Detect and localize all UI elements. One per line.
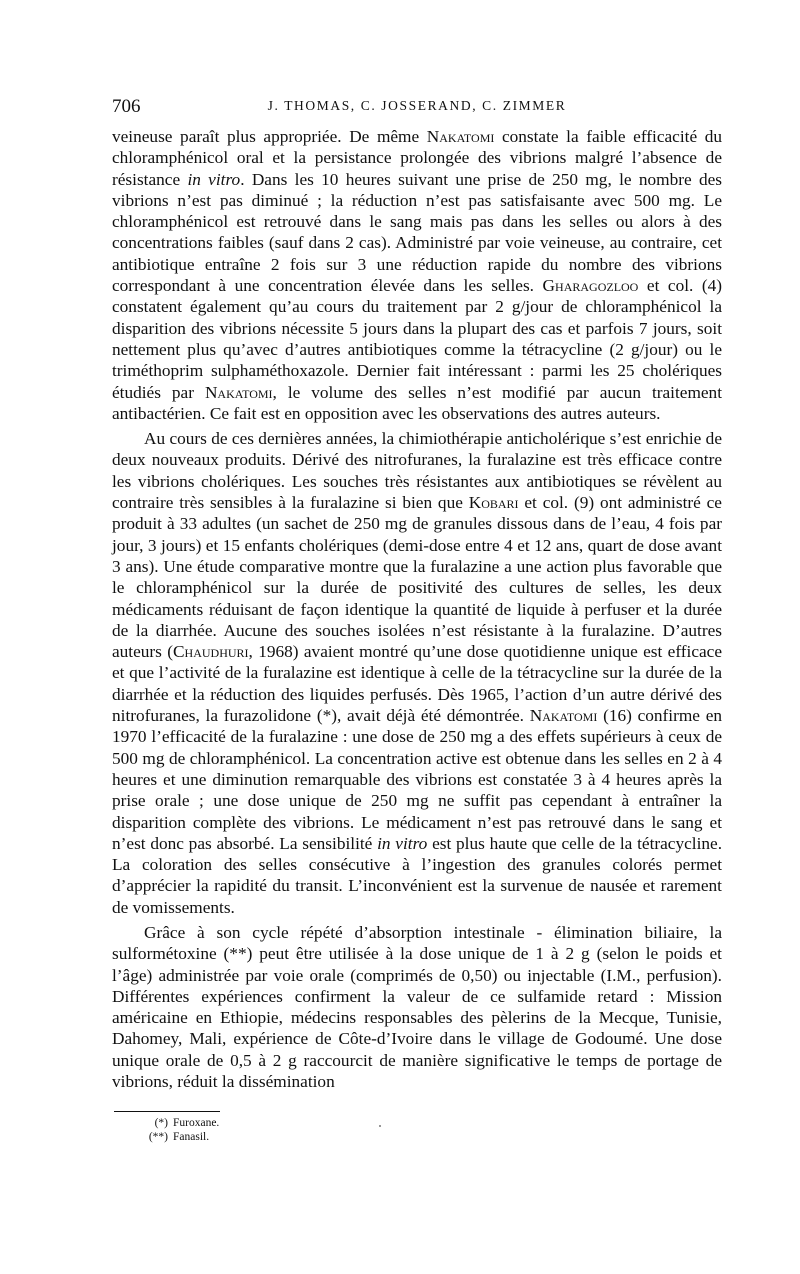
body-text	[112, 126, 722, 1092]
author-name: Nakatomi	[426, 127, 495, 146]
footnote-mark: (*)	[154, 1117, 168, 1129]
paragraph	[112, 922, 722, 1092]
text-run: et col. (9) ont administré ce produit à 33 adultes (un sachet de 250 mg de granules dissous dans de l’eau, 4 fois par jour, 3 jours) et 15 enfants cholériques (demi-dose entre 4 et 12 ans, quart de dose avant 3 ans). Une étude comparative montre que la furalazine a une action plus favorable que le chloramphénicol sur la durée de positivité des cultures de selles, les deux médicaments réduisant de façon identique la quantité de liquide à perfuser et la durée de la diarrhée. Aucune des souches isolées n’est résistante à la furalazine. D’autres auteurs (	[112, 493, 722, 662]
footnotes	[140, 1117, 219, 1144]
text-run: , 1968) avaient montré qu’une dose quotidienne unique est efficace et que l’activité de la furalazine est identique à celle de la tétracycline sur la durée de la diarrhée et la réduction des liquides perfusés. Dès 1965, l’action d’un autre dérivé des nitrofuranes, la furazolidone (*), avait déjà été démontrée.	[112, 642, 722, 726]
author-name: Chaudhuri	[173, 642, 249, 662]
footnote-rule	[114, 1111, 220, 1112]
footnote	[140, 1117, 219, 1131]
footnote-text: Furoxane.	[173, 1117, 220, 1129]
text-run: Grâce à son cycle répété d’absorption intestinale - élimination biliaire, la sulformétoxine (**) peut être utilisée à la dose unique de 1 à 2 g (selon le poids et l’âge) administrée par voie orale (comprimés de 0,50) ou injectable (I.M., perfusion). Différentes expériences confirment la valeur de ce sulfamide retard : Mission américaine en Ethiopie, médecins responsables des pèlerins de la Mecque, Tunisie, Dahomey, Mali, expérience de Côte-d’Ivoire dans le village de Godoumé. Une dose unique orale de 0,5 à 2 g raccourcit de manière significative le temps de portage de vibrions, réduit la dissémination	[112, 922, 722, 1092]
italic-term: in vitro	[187, 169, 241, 189]
author-name: Gharagozloo	[542, 276, 639, 296]
text-run: et col. (4) constatent également qu’au cours du traitement par 2 g/jour de chloramphénicol la disparition des vibrions nécessite 5 jours dans la plupart des cas et parfois 7 jours, soit nettement plus qu’avec d’autres antibiotiques comme la tétracycline (2 g/jour) ou le triméthoprim sulphaméthoxazole. Dernier fait intéressant : parmi les 25 cholériques étudiés par	[112, 276, 723, 402]
text-run: , le volume des selles n’est modifié par aucun traitement antibactérien. Ce fait est en opposition avec les observations des autres auteurs.	[112, 382, 723, 423]
footnote	[140, 1131, 219, 1145]
text-run: (16) confirme en 1970 l’efficacité de la furalazine : une dose de 250 mg a des effets supérieurs à ceux de 500 mg de chloramphénicol. La concentration active est obtenue dans les selles en 2 à 4 heures et une diminution remarquable des vibrions est constatée 3 à 4 heures après la prise orale ; une dose unique de 250 mg ne suffit pas cependant à entraîner la disparition complète des vibrions. Le médicament n’est pas retrouvé dans le sang et n’est donc pas absorbé. La sensibilité	[112, 706, 723, 853]
author-name: Kobari	[468, 493, 519, 513]
author-name: Nakatomi	[204, 382, 273, 402]
footnote-text: Fanasil.	[173, 1130, 210, 1143]
page-header	[112, 96, 722, 120]
page-number: 706	[112, 96, 141, 117]
text-run: est plus haute que celle de la tétracycline. La coloration des selles consécutive à l’ingestion des granules colorés permet d’apprécier la rapidité du transit. L’inconvénient est la survenue de nausée et rarement de vomissements.	[112, 833, 723, 917]
author-name: Nakatomi	[529, 706, 598, 726]
scan-speck	[379, 1125, 381, 1127]
text-run: veineuse paraît plus appropriée. De même	[112, 127, 427, 146]
text-run: Au cours de ces dernières années, la chimiothérapie anticholérique s’est enrichie de deux nouveaux produits. Dérivé des nitrofuranes, la furalazine est très efficace contre les vibrions cholériques. Les souches très résistantes aux antibiotiques se révèlent au contraire très sensibles à la furalazine si bien que	[112, 429, 722, 513]
text-run: . Dans les 10 heures suivant une prise de 250 mg, le nombre des vibrions n’est pas diminué ; la réduction n’est pas satisfaisante avec 500 mg. Le chloramphénicol est retrouvé dans le sang mais pas dans les selles ou alors à des concentrations faibles (sauf dans 2 cas). Administré par voie veineuse, au contraire, cet antibiotique entraîne 2 fois sur 3 une réduction rapide du nombre des vibrions correspondant à une concentration élevée dans les selles.	[112, 169, 722, 296]
italic-term: in vitro	[377, 833, 428, 853]
running-title: J. THOMAS, C. JOSSERAND, C. ZIMMER	[267, 98, 567, 113]
text-run: constate la faible efficacité du chloramphénicol oral et la persistance prolongée des vibrions malgré l’absence de résistance	[112, 127, 723, 189]
footnote-mark: (**)	[148, 1130, 168, 1143]
paragraph	[112, 428, 722, 918]
paragraph	[112, 126, 722, 424]
